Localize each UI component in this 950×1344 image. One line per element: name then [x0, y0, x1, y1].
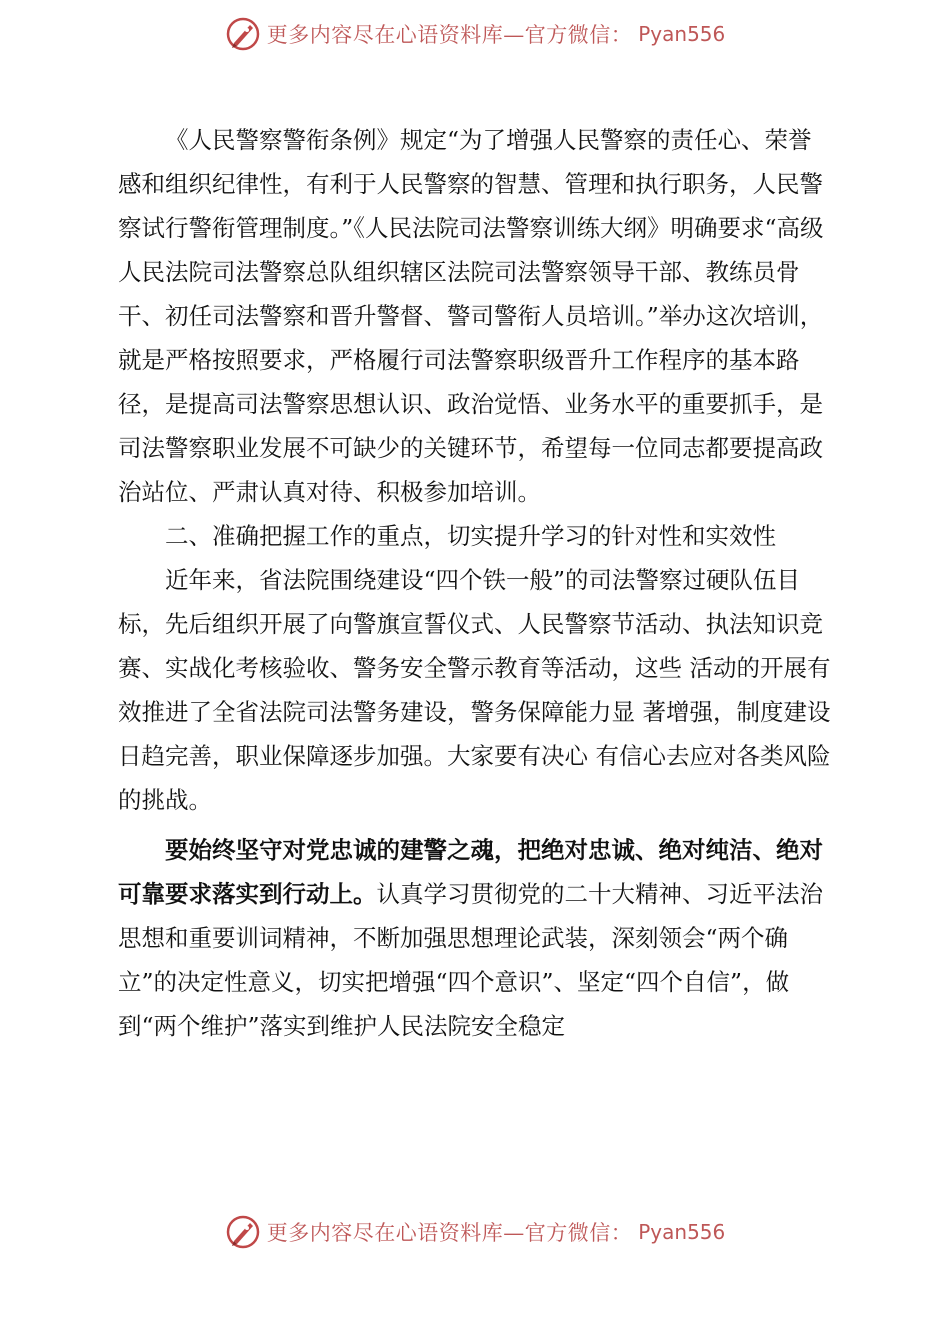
footer-banner	[0, 1212, 950, 1252]
banner-text: 更多内容尽在心语资料库—官方微信：	[266, 23, 633, 47]
pen-logo-icon	[225, 16, 261, 52]
footer-banner-wechat-id: Pyan556	[638, 1220, 726, 1244]
paragraph-3-bold-lead: 要始终坚守对党忠诚的建警之魂，把绝对忠诚、绝对纯洁、绝对可靠要求落实到行动上。	[118, 836, 823, 908]
paragraph-3	[118, 828, 834, 1048]
banner-wechat-id: Pyan556	[638, 22, 726, 46]
paragraph-3-body: 认真学习贯彻党的二十大精神、习近平法治思想和重要训词精神，不断加强思想理论武装，深刻领会“两个确立”的决定性意义，切实把增强“四个意识”、坚定“四个自信”，做到“两个维护”落实到维护人民法院安全稳定	[118, 880, 823, 1040]
footer-banner-text: 更多内容尽在心语资料库—官方微信：	[266, 1221, 633, 1245]
document-body	[118, 118, 834, 1048]
pen-logo-icon	[225, 1214, 261, 1250]
header-banner	[0, 14, 950, 54]
paragraph-2: 近年来，省法院围绕建设“四个铁一般”的司法警察过硬队伍目标，先后组织开展了向警旗宣誓仪式、人民警察节活动、执法知识竞赛、实战化考核验收、警务安全警示教育等活动，这些 活动的开展有效推进了全省法院司法警务建设，警务保障能力显 著增强，制度建设日趋完善，职业保障逐步加强。大家要有决心 有信心去应对各类风险的挑战。	[118, 566, 831, 814]
paragraph-1: 《人民警察警衔条例》规定“为了增强人民警察的责任心、荣誉感和组织纪律性，有利于人民警察的智慧、管理和执行职务，人民警察试行警衔管理制度。”《人民法院司法警察训练大纲》明确要求“高级人民法院司法警察总队组织辖区法院司法警察领导干部、教练员骨干、初任司法警察和晋升警督、警司警衔人员培训。”举办这次培训，就是严格按照要求，严格履行司法警察职级晋升工作程序的基本路径，是提高司法警察思想认识、政治觉悟、业务水平的重要抓手，是司法警察职业发展不可缺少的关键环节，希望每一位同志都要提高政治站位、严肃认真对待、积极参加培训。	[118, 126, 824, 506]
section-heading-2: 二、准确把握工作的重点，切实提升学习的针对性和实效性	[165, 522, 776, 550]
